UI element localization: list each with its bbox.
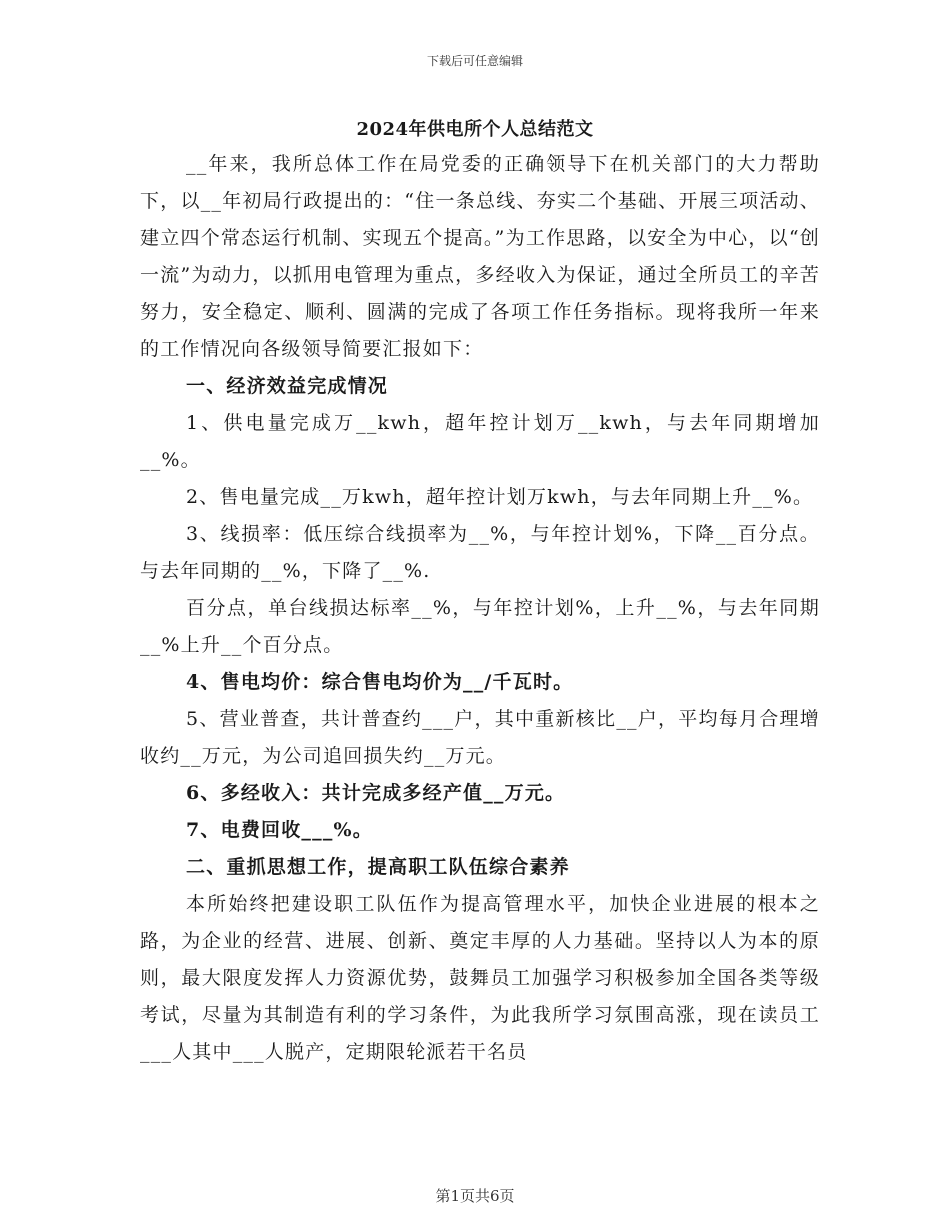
header-note: 下载后可任意编辑 xyxy=(426,54,523,68)
item-diversified-income: 6、多经收入：共计完成多经产值__万元。 xyxy=(186,782,566,804)
section-heading-economic: 一、经济效益完成情况 xyxy=(186,375,389,397)
document-title: 2024年供电所个人总结范文 xyxy=(356,119,594,140)
item-fee-recovery: 7、电费回收___%。 xyxy=(186,819,373,841)
intro-paragraph: __年来，我所总体工作在局党委的正确领导下在机关部门的大力帮助下，以__年初局行政提出的：“住一条总线、夯实二个基础、开展三项活动、建立四个常态运行机制、实现五个提高。”为工作思路，以安全为中心，以“创一流”为动力，以抓用电管理为重点，多经收入为保证，通过全所员工的辛苦努力，安全稳定、顺利、圆满的完成了各项工作任务指标。现将我所一年来的工作情况向各级领导简要汇报如下： xyxy=(140,153,820,360)
page-number: 第1页共6页 xyxy=(435,1187,515,1205)
item-power-sales: 2、售电量完成__万kwh，超年控计划万kwh，与去年同期上升__%。 xyxy=(186,486,814,508)
item-business-survey: 5、营业普查，共计普查约___户，其中重新核比__户，平均每月合理增收约__万元，为公司追回损失约__万元。 xyxy=(140,708,820,767)
document-body xyxy=(140,146,820,1071)
item-line-loss-continued: 百分点，单台线损达标率__%，与年控计划%，上升__%，与去年同期__%上升__个百分点。 xyxy=(140,597,820,656)
item-line-loss: 3、线损率：低压综合线损率为__%，与年控计划%，下降__百分点。与去年同期的__%，下降了__%. xyxy=(140,523,820,582)
item-average-price: 4、售电均价：综合售电均价为__/千瓦时。 xyxy=(186,671,574,693)
staff-paragraph: 本所始终把建设职工队伍作为提高管理水平，加快企业进展的根本之路，为企业的经营、进展、创新、奠定丰厚的人力基础。坚持以人为本的原则，最大限度发挥人力资源优势，鼓舞员工加强学习积极参加全国各类等级考试，尽量为其制造有利的学习条件，为此我所学习氛围高涨，现在读员工___人其中___人脱产，定期限轮派若干名员 xyxy=(140,893,820,1063)
item-power-supply: 1、供电量完成万__kwh，超年控计划万__kwh，与去年同期增加__%。 xyxy=(140,412,820,471)
section-heading-staff: 二、重抓思想工作，提高职工队伍综合素养 xyxy=(186,856,570,878)
